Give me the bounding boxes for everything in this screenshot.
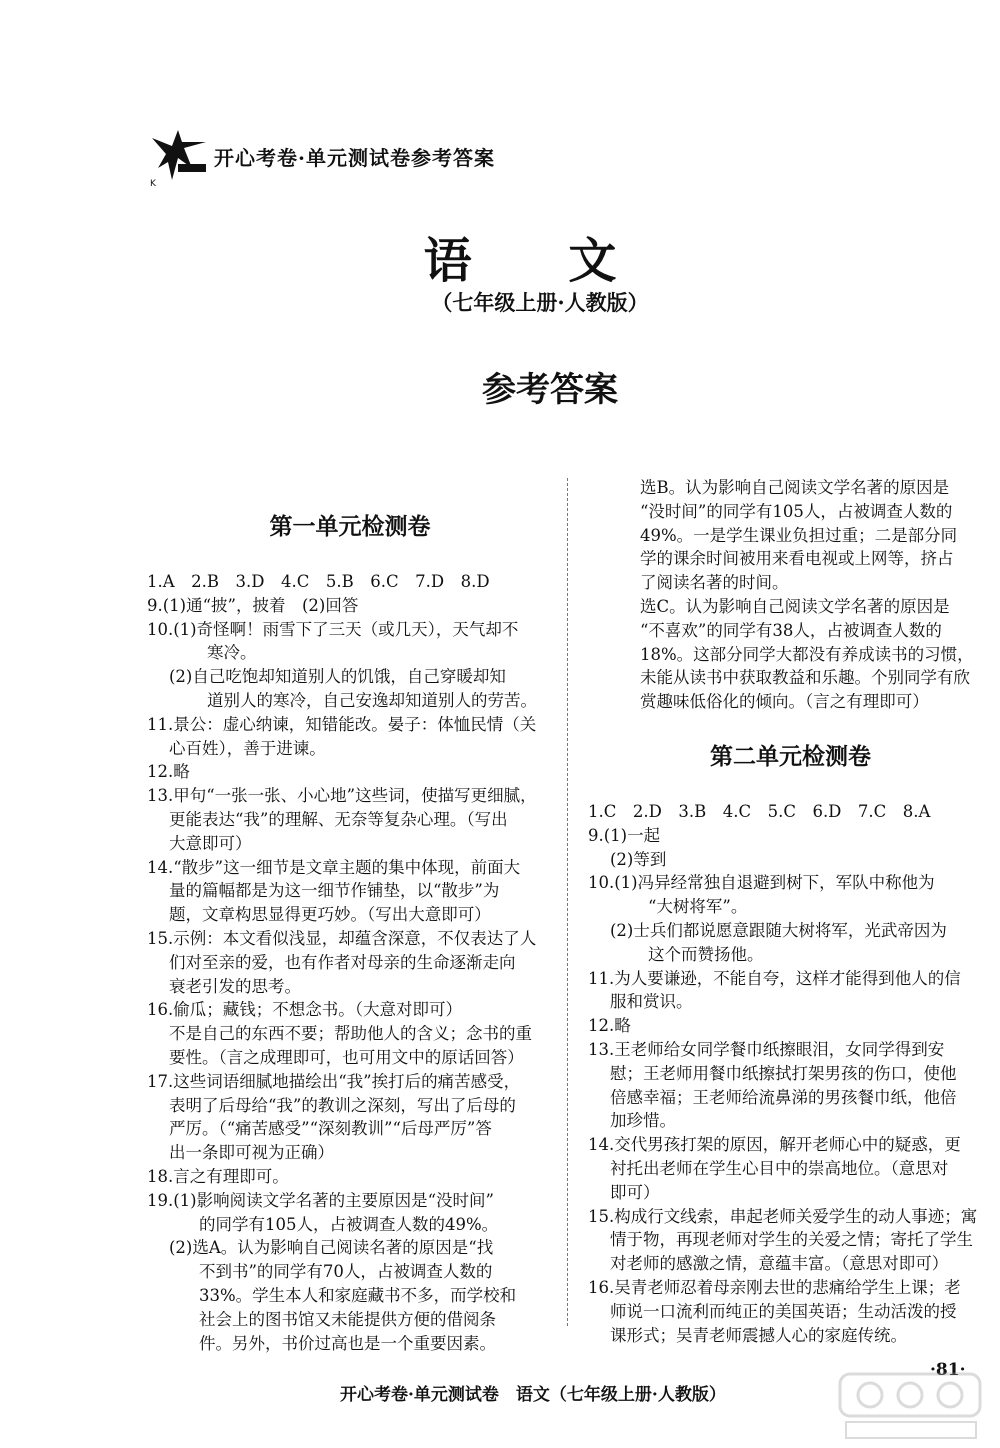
answer-line: 衬托出老师在学生心目中的崇高地位。（意思对	[610, 1158, 949, 1178]
right-column-top	[588, 476, 993, 714]
answer-line: 课形式；吴青老师震撼人心的家庭传统。	[610, 1325, 907, 1345]
answer-line: 16.吴青老师忍着母亲刚去世的悲痛给学生上课；老	[588, 1277, 961, 1297]
left-column	[147, 570, 553, 1355]
answer-line: 选B。认为影响自己阅读文学名著的原因是	[640, 478, 950, 497]
answer-line: 不到书”的同学有70人，占被调查人数的	[199, 1262, 493, 1282]
answer-line: (2)等到	[610, 849, 667, 869]
answer-line: 倍感幸福；王老师给流鼻涕的男孩餐巾纸，他倍	[610, 1087, 957, 1107]
answer-line: 严厉。（“痛苦感受”“深刻教训”“后母严厉”答	[169, 1119, 492, 1139]
answer-line: 即可）	[610, 1182, 660, 1202]
answer-line: 1.A 2.B 3.D 4.C 5.B 6.C 7.D 8.D	[147, 572, 490, 591]
answer-line: 加珍惜。	[610, 1111, 676, 1131]
answer-line: 49%。一是学生课业负担过重；二是部分同	[640, 525, 958, 545]
answer-line: 对老师的感激之情，意蕴丰富。（意思对即可）	[610, 1254, 949, 1274]
answer-line: 的同学有105人，占被调查人数的49%。	[199, 1214, 499, 1234]
answer-line: 不是自己的东西不要；帮助他人的含义；念书的重	[169, 1024, 532, 1044]
answer-line: 出一条即可视为正确）	[169, 1143, 334, 1163]
answer-line: 10.(1)奇怪啊！雨雪下了三天（或几天），天气却不	[147, 619, 519, 639]
kaixin-logo-icon	[148, 128, 210, 188]
answer-line: 赏趣味低俗化的倾向。（言之有理即可）	[640, 692, 929, 712]
answer-line: 33%。学生本人和家庭藏书不多，而学校和	[199, 1285, 517, 1305]
answer-line: 未能从读书中获取教益和乐趣。个别同学有欣	[640, 668, 970, 688]
answer-line: 14.交代男孩打架的原因，解开老师心中的疑惑，更	[588, 1135, 961, 1155]
page-title: 语 文	[423, 233, 657, 289]
answer-line: 10.(1)冯异经常独自退避到树下，军队中称他为	[588, 873, 935, 893]
section-title-unit-2: 第二单元检测卷	[710, 744, 871, 770]
answer-line: 9.(1)一起	[588, 825, 661, 845]
answer-line: 寒冷。	[207, 643, 257, 663]
answer-line: 13.王老师给女同学餐巾纸擦眼泪，女同学得到安	[588, 1039, 945, 1059]
answer-line: 要性。（言之成理即可，也可用文中的原话回答）	[169, 1047, 524, 1067]
answer-line: 学的课余时间被用来看电视或上网等，挤占	[640, 549, 954, 569]
page-subtitle: （七年级上册·人教版）	[431, 290, 649, 315]
answer-line: 18.言之有理即可。	[147, 1166, 289, 1186]
svg-text:K: K	[150, 179, 156, 188]
answer-line: 17.这些词语细腻地描绘出“我”挨打后的痛苦感受，	[147, 1071, 521, 1091]
answer-line: 件。另外，书价过高也是一个重要因素。	[199, 1333, 496, 1353]
answer-line: 9.(1)通“披”，披着 (2)回答	[147, 595, 359, 615]
answer-line: (2)士兵们都说愿意跟随大树将军，光武帝因为	[610, 920, 947, 940]
answer-line: 12.略	[147, 762, 190, 782]
answer-line: 量的篇幅都是为这一细节作铺垫，以“散步”为	[169, 881, 500, 901]
answer-line: 15.构成行文线索，串起老师关爱学生的动人事迹；寓	[588, 1206, 978, 1226]
answer-line: 11.景公：虚心纳谏，知错能改。晏子：体恤民情（关	[147, 714, 537, 734]
doc-title: 参考答案	[482, 370, 618, 410]
answer-line: 16.偷瓜；藏钱；不想念书。（大意对即可）	[147, 1000, 462, 1020]
answer-line: 1.C 2.D 3.B 4.C 5.C 6.D 7.C 8.A	[588, 802, 931, 821]
answer-line: 慰；王老师用餐巾纸擦拭打架男孩的伤口，使他	[610, 1063, 957, 1083]
answer-line: 11.为人要谦逊，不能自夸，这样才能得到他人的信	[588, 968, 961, 988]
answer-line: 社会上的图书馆又未能提供方便的借阅条	[199, 1309, 496, 1329]
answer-line: 更能表达“我”的理解、无奈等复杂心理。（写出	[169, 809, 508, 829]
answer-line: (2)选A。认为影响自己阅读名著的原因是“找	[169, 1238, 494, 1258]
header-brand: 开心考卷·单元测试卷参考答案	[214, 146, 495, 170]
section-title-unit-1: 第一单元检测卷	[269, 514, 431, 540]
column-divider	[567, 478, 568, 1326]
page-header	[148, 128, 568, 188]
answer-line: 题，文章构思显得更巧妙。（写出大意即可）	[169, 905, 491, 925]
page-number: ·81·	[930, 1360, 966, 1380]
answer-line: 14.“散步”这一细节是文章主题的集中体现，前面大	[147, 857, 521, 877]
answer-line: 12.略	[588, 1016, 631, 1036]
answer-line: 心百姓），善于进谏。	[169, 738, 326, 758]
answer-line: 这个而赞扬他。	[648, 944, 764, 964]
answer-line: 服和赏识。	[610, 992, 693, 1012]
answer-line: 19.(1)影响阅读文学名著的主要原因是“没时间”	[147, 1190, 494, 1210]
answer-line: 18%。这部分同学大都没有养成读书的习惯，	[640, 644, 974, 664]
page-footer: 开心考卷·单元测试卷 语文（七年级上册·人教版）	[340, 1385, 726, 1405]
answer-line: “没时间”的同学有105人，占被调查人数的	[640, 501, 953, 521]
answer-line: 表明了后母给“我”的教训之深刻，写出了后母的	[169, 1095, 516, 1115]
answer-line: 们对至亲的爱，也有作者对母亲的生命逐渐走向	[169, 952, 516, 972]
answer-line: 选C。认为影响自己阅读文学名著的原因是	[640, 596, 950, 616]
answer-line: 15.示例：本文看似浅显，却蕴含深意，不仅表达了人	[147, 928, 537, 948]
answer-line: (2)自己吃饱却知道别人的饥饿，自己穿暖却知	[169, 667, 506, 687]
watermark-icon	[836, 1368, 986, 1444]
right-column-bottom	[588, 800, 993, 1347]
answer-line: 13.甲句“一张一张、小心地”这些词，使描写更细腻，	[147, 786, 537, 806]
answer-line: 衰老引发的思考。	[169, 976, 301, 996]
answer-line: “大树将军”。	[648, 897, 748, 917]
answer-line: 情于物，再现老师对学生的关爱之情；寄托了学生	[610, 1230, 973, 1250]
answer-line: 大意即可）	[169, 833, 252, 853]
answer-line: 师说一口流利而纯正的美国英语；生动活泼的授	[610, 1301, 957, 1321]
answer-line: 了阅读名著的时间。	[640, 573, 789, 593]
answer-line: 道别人的寒冷，自己安逸却知道别人的劳苦。	[207, 690, 537, 710]
answer-line: “不喜欢”的同学有38人，占被调查人数的	[640, 620, 942, 640]
